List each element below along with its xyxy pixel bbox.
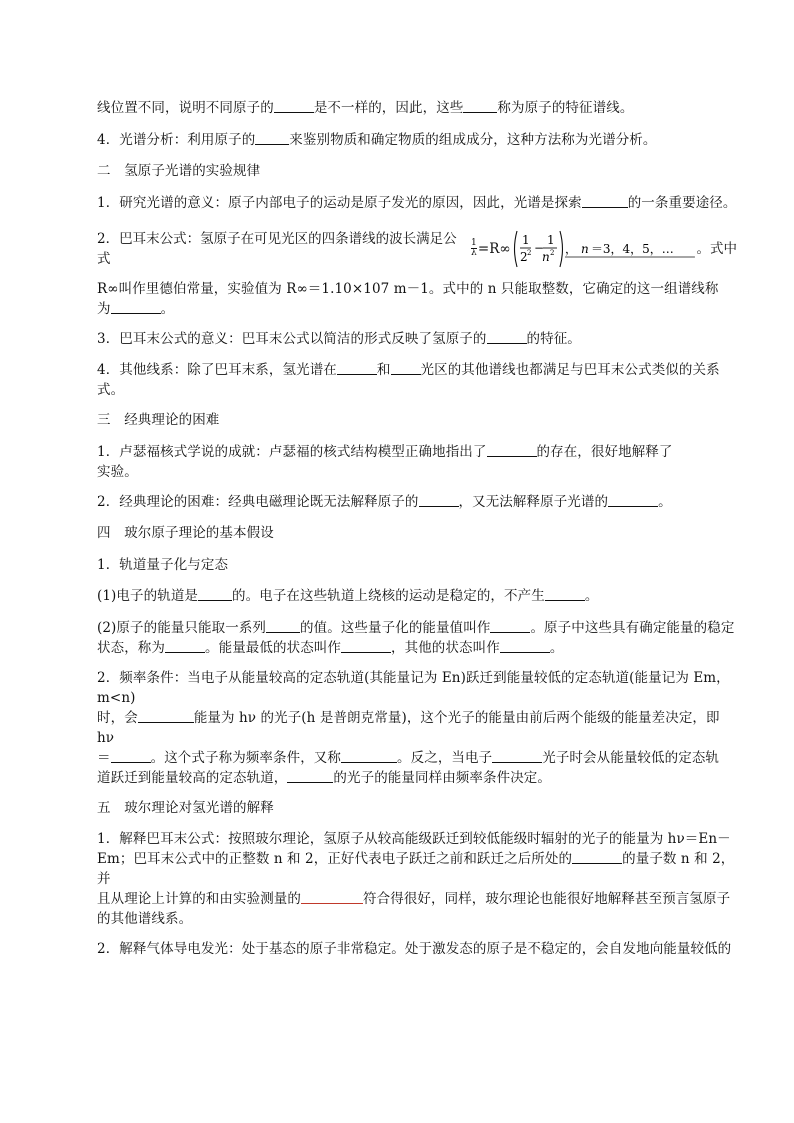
fill-blank[interactable] (487, 331, 527, 344)
text: 的量子数 n 和 2，并 (97, 851, 735, 887)
text: 的值。这些量子化的能量值叫作 (300, 619, 491, 636)
fill-blank[interactable] (341, 640, 391, 653)
text: 来鉴别物质和确定物质的组成成分，这种方法称为光谱分析。 (289, 131, 657, 148)
fill-blank[interactable] (287, 770, 333, 783)
fraction-numerator: 1 (471, 238, 477, 248)
svg-text:n: n (541, 249, 550, 264)
fill-blank[interactable] (419, 494, 459, 507)
svg-text:2: 2 (526, 248, 532, 257)
svg-text:−: − (533, 240, 544, 255)
text: 4．其他线系：除了巴耳末系，氢光谱在 (97, 362, 337, 378)
paragraph (97, 360, 737, 400)
text: 1．卢瑟福核式学说的成就：卢瑟福的核式结构模型正确地指出了 (97, 443, 487, 460)
text: 称为原子的特征谱线。 (497, 100, 634, 116)
section-heading: 四 玻尔原子理论的基本假设 (97, 525, 274, 541)
fill-blank[interactable] (500, 640, 550, 653)
text: 2．巴耳末公式：氢原子在可见光区的四条谱线的波长满足公式 (97, 230, 457, 267)
text: ，其他的状态叫作 (391, 639, 500, 656)
text: 时，会 (97, 709, 138, 726)
inverse-lambda-fraction (471, 239, 477, 258)
fill-blank[interactable] (255, 132, 289, 145)
fill-blank[interactable] (165, 640, 205, 653)
paragraph (97, 329, 737, 349)
fill-blank[interactable] (301, 891, 363, 904)
text: 是不一样的，因此，这些 (313, 100, 464, 116)
text: 1．研究光谱的意义：原子内部电子的运动是原子发光的原因，因此，光谱是探索 (97, 194, 582, 211)
section-heading: 五 玻尔理论对氢光谱的解释 (97, 799, 274, 816)
text: 且从理论上计算的和由实验测量的 (97, 891, 301, 907)
text: R∞叫作里德伯常量，实验值为 R∞＝1.10×107 m－1。式中的 n 只能取整数，它确定的这一组谱线称 (97, 280, 719, 297)
paragraph (97, 442, 737, 482)
text: 。 (549, 639, 564, 656)
paragraph (97, 130, 737, 150)
text: Em；巴耳末公式中的正整数 n 和 2，正好代表电子跃迁之前和跃迁之后所处的 (97, 851, 573, 867)
paragraph (97, 586, 737, 606)
text: 。反之，当电子 (397, 749, 493, 766)
fill-blank[interactable] (198, 588, 232, 601)
fill-blank[interactable] (492, 750, 542, 763)
paragraph (97, 98, 737, 118)
fill-blank[interactable] (490, 620, 530, 633)
fill-blank[interactable] (111, 301, 161, 314)
text: 为 (97, 300, 111, 317)
paragraph (97, 193, 737, 213)
balmer-formula-image (511, 227, 697, 271)
paragraph: 2．解释气体导电发光：处于基态的原子非常稳定。处于激发态的原子是不稳定的，会自发地向能量较低的 (97, 941, 732, 957)
paragraph: 1．轨道量子化与定态 (97, 556, 229, 573)
text: 。这个式子称为频率条件，又称 (150, 749, 342, 766)
text: 实验。 (97, 463, 138, 480)
section-heading: 三 经典理论的困难 (97, 412, 220, 428)
text: (2)原子的能量只能取一系列 (97, 619, 267, 636)
text: 。 (658, 493, 672, 510)
fill-blank[interactable] (391, 362, 421, 375)
text: 状态，称为 (97, 639, 165, 656)
text: 光子时会从能量较低的定态轨 (542, 749, 720, 766)
svg-text:n: n (580, 241, 589, 256)
text: 2．经典理论的困难：经典电磁理论既无法解释原子的 (97, 493, 419, 510)
fill-blank[interactable] (274, 100, 314, 113)
fill-blank[interactable] (138, 710, 194, 723)
svg-text:1: 1 (546, 232, 555, 247)
text: 。 (160, 300, 175, 317)
text: (1)电子的轨道是 (97, 588, 199, 604)
text: 式。 (97, 382, 125, 398)
fill-blank[interactable] (341, 750, 397, 763)
fraction-denominator: λ (471, 248, 477, 258)
text: 。 (584, 588, 599, 604)
text: 。能量最低的状态叫作 (205, 639, 341, 656)
text: 2．频率条件：当电子从能量较高的定态轨道(其能量记为 En)跃迁到能量较低的定态轨道(能量记为 Em，m<n) (97, 669, 730, 706)
text: 和 (376, 362, 391, 378)
text: 的存在，很好地解释了 (536, 443, 673, 460)
text: 。式中 (696, 240, 738, 257)
text: 3．巴耳末公式的意义：巴耳末公式以简洁的形式反映了氢原子的 (97, 330, 487, 347)
fill-blank[interactable] (582, 195, 628, 208)
text: 光区的其他谱线也都满足与巴耳末公式类似的关系 (420, 362, 720, 378)
paragraph (97, 279, 737, 319)
text: 的。电子在这些轨道上绕核的运动是稳定的，不产生 (232, 588, 545, 604)
text: 4．光谱分析：利用原子的 (97, 131, 256, 148)
fill-blank[interactable] (266, 620, 300, 633)
svg-text:2: 2 (519, 249, 528, 264)
text: 的光子的能量同样由频率条件决定。 (333, 769, 552, 786)
text: 道跃迁到能量较高的定态轨道， (97, 769, 288, 786)
text: 。原子中这些具有确定能量的稳定 (530, 619, 735, 636)
svg-text:1: 1 (521, 232, 530, 247)
text: =R∞ (477, 240, 511, 257)
paragraph (97, 829, 737, 929)
fill-blank[interactable] (111, 750, 151, 763)
section-heading: 二 氢原子光谱的实验规律 (97, 163, 261, 179)
document-page (97, 98, 737, 971)
fill-blank[interactable] (487, 444, 537, 457)
paragraph (97, 618, 737, 658)
fill-blank[interactable] (545, 588, 585, 601)
paragraph (97, 492, 737, 512)
text: 线位置不同，说明不同原子的 (97, 100, 274, 116)
text: 的其他谱线系。 (97, 911, 193, 927)
text: 的特征。 (526, 330, 581, 347)
text: 的一条重要途径。 (627, 194, 737, 211)
fill-blank[interactable] (337, 362, 377, 375)
text: 1．解释巴耳末公式：按照玻尔理论，氢原子从较高能级跃迁到较低能级时辐射的光子的能量为 hν＝En－ (97, 831, 731, 847)
fill-blank[interactable] (463, 100, 497, 113)
text: 能量为 hν 的光子(h 是普朗克常量)，这个光子的能量由前后两个能级的能量差决定，即 hν (97, 709, 720, 746)
text: 符合得很好，同样，玻尔理论也能很好地解释甚至预言氢原子 (363, 891, 731, 907)
svg-text:＝3，4，5，…: ＝3，4，5，… (590, 241, 674, 256)
text: ，又无法解释原子光谱的 (458, 493, 609, 510)
svg-text:2: 2 (549, 248, 555, 257)
balmer-formula-line (97, 227, 737, 271)
fill-blank[interactable] (608, 494, 658, 507)
paragraph (97, 668, 737, 788)
fill-blank[interactable] (572, 851, 622, 864)
svg-text:，: ， (564, 241, 577, 256)
text: ＝ (97, 749, 111, 766)
